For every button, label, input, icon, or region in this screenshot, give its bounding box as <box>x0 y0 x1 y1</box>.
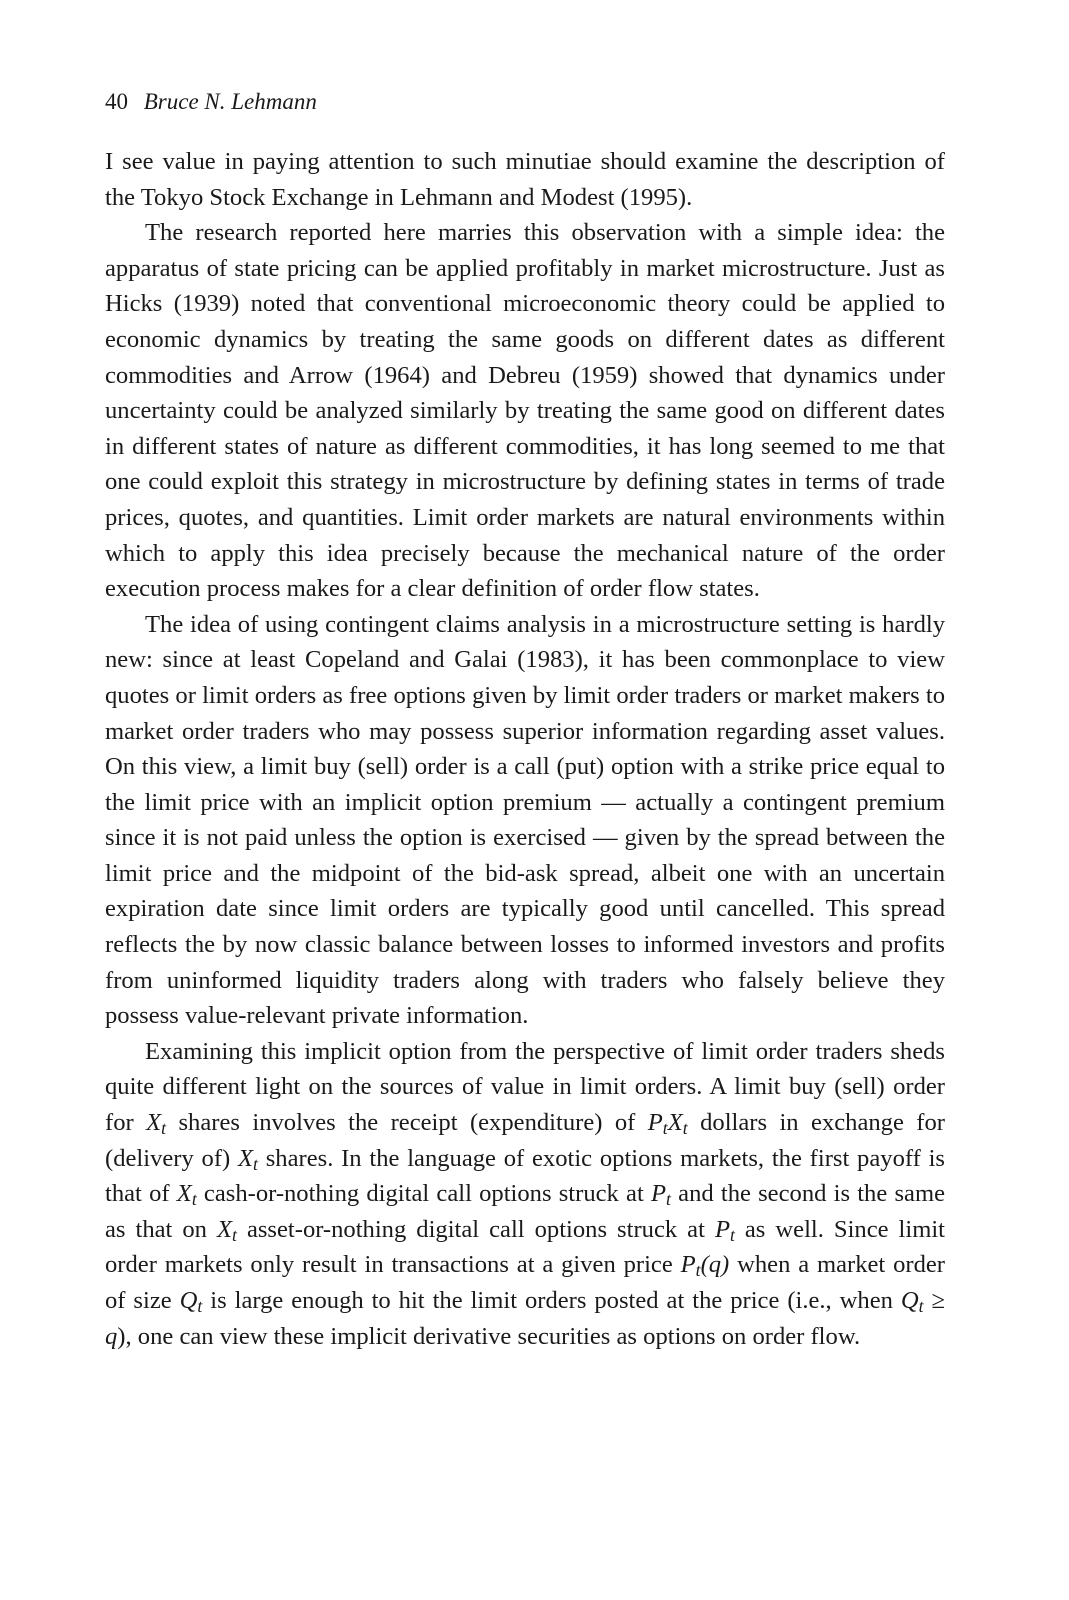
text-run: asset-or-nothing digital call options struck at <box>236 1215 715 1243</box>
math-argument: (q) <box>700 1251 730 1279</box>
text-run: and the second is the same as that on <box>105 1180 945 1243</box>
math-subscript: t <box>918 1295 924 1316</box>
math-subscript: t <box>191 1189 197 1210</box>
running-head <box>105 82 945 122</box>
math-subscript: t <box>662 1117 668 1138</box>
paragraph: The idea of using contingent claims analysis in a microstructure setting is hardly new: since at least Copeland and Galai (1983), it has been commonplace to view quotes or limit orders as free options given by limit order traders or market makers to market order traders who may possess superior information regarding asset values. On this view, a limit buy (sell) order is a call (put) option with a strike price equal to the limit price with an implicit option premium — actually a contingent premium since it is not paid unless the option is exercised — given by the spread between the limit price and the midpoint of the bid-ask spread, albeit one with an uncertain expiration date since limit orders are typically good until cancelled. This spread reflects the by now classic balance between losses to informed investors and profits from uninformed liquidity traders along with traders who falsely believe they possess value-relevant private information. <box>105 610 945 1030</box>
page <box>105 82 945 1354</box>
math-subscript: t <box>253 1153 258 1174</box>
math-subscript: t <box>161 1117 167 1138</box>
math-subscript: t <box>232 1224 237 1245</box>
math-operator: ≥ <box>923 1287 946 1314</box>
math-symbol: X <box>146 1109 162 1137</box>
paragraph-order-flow-options <box>105 1034 945 1354</box>
body-text <box>105 144 945 1354</box>
math-symbol: P <box>647 1109 663 1137</box>
math-symbol: X <box>216 1215 233 1243</box>
running-head-author: Bruce N. Lehmann <box>143 89 317 114</box>
math-subscript: t <box>695 1260 701 1281</box>
text-run: shares. In the language of exotic options markets, the first payoff is that of <box>105 1144 945 1208</box>
math-subscript: t <box>729 1224 735 1245</box>
math-symbol: P <box>714 1215 730 1243</box>
math-symbol: X <box>667 1109 683 1137</box>
math-subscript: t <box>666 1189 671 1210</box>
math-symbol: Q <box>900 1287 919 1314</box>
text-run: dollars in exchange for (delivery of) <box>105 1109 945 1172</box>
text-run: shares involves the receipt (expenditure) of <box>166 1109 648 1137</box>
page-number: 40 <box>105 89 128 114</box>
math-subscript: t <box>682 1117 688 1138</box>
math-symbol: q <box>105 1322 118 1350</box>
text-run: ), one can view these implicit derivative securities as options on order flow. <box>117 1322 861 1350</box>
paragraph: The research reported here marries this observation with a simple idea: the apparatus of state pricing can be applied profitably in market microstructure. Just as Hicks (1939) noted that conventional microeconomic theory could be applied to economic dynamics by treating the same goods on different dates as different commodities and Arrow (1964) and Debreu (1959) showed that dynamics under uncertainty could be analyzed similarly by treating the same good on different dates in different states of nature as different commodities, it has long seemed to me that one could exploit this strategy in microstructure by defining states in terms of trade prices, quotes, and quantities. Limit order markets are natural environments within which to apply this idea precisely because the mechanical nature of the order execution process makes for a clear definition of order flow states. <box>105 219 945 603</box>
text-run: when a market order of size <box>105 1251 945 1314</box>
text-run: is large enough to hit the limit orders posted at the price (i.e., when <box>202 1287 901 1314</box>
math-symbol: X <box>238 1144 254 1172</box>
math-symbol: P <box>680 1251 696 1279</box>
math-symbol: X <box>176 1180 192 1208</box>
text-run: Examining this implicit option from the perspective of limit order traders sheds quite different light on the sources of value in limit orders. A limit buy (sell) order for <box>105 1037 945 1137</box>
math-subscript: t <box>197 1295 203 1316</box>
math-symbol: Q <box>179 1287 198 1314</box>
text-run: as well. Since limit order markets only result in transactions at a given price <box>105 1215 945 1279</box>
math-symbol: P <box>651 1180 667 1208</box>
text-run: cash-or-nothing digital call options struck at <box>196 1180 651 1208</box>
paragraph-continued: I see value in paying attention to such minutiae should examine the description of the Tokyo Stock Exchange in Lehmann and Modest (1995). <box>105 148 945 211</box>
